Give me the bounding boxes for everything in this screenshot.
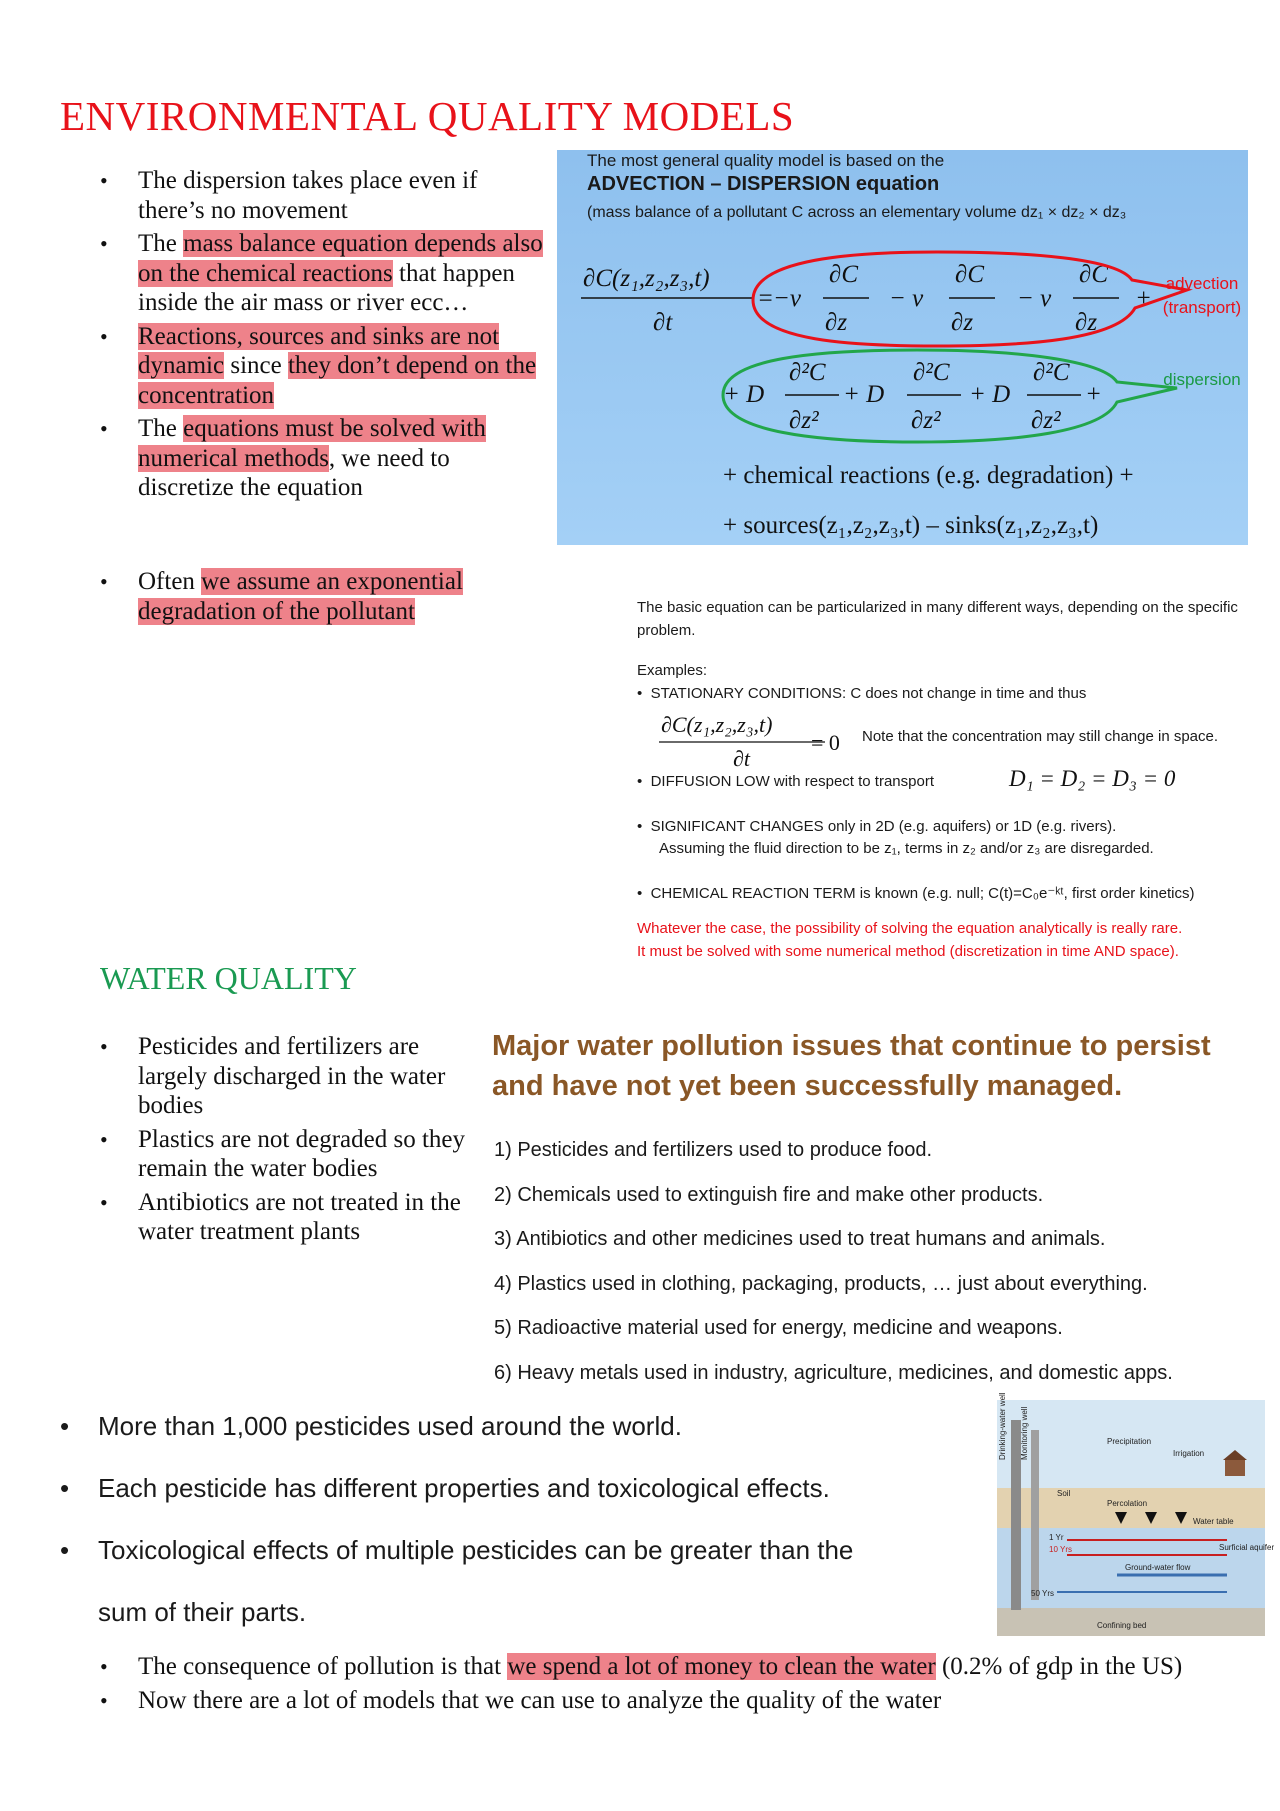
highlighted-text: Reactions, sources and sinks are not dynamic [138, 322, 500, 379]
svg-text:+ D: + D [969, 381, 1011, 408]
svg-text:∂z²: ∂z² [1031, 407, 1061, 434]
highlighted-text: mass balance equation depends also on the chemical reactions [138, 230, 543, 287]
pesticide-points [60, 1395, 853, 1643]
examples-heading: Examples: [637, 662, 708, 679]
stationary-item: • STATIONARY CONDITIONS: C does not change in time and thus [637, 685, 1087, 702]
drinking-well-label: Drinking-water well [998, 1392, 1007, 1460]
page-title: ENVIRONMENTAL QUALITY MODELS [60, 93, 795, 139]
note-item [100, 229, 550, 318]
diffusion-text: DIFFUSION LOW with respect to transport [650, 773, 934, 790]
highlighted-text: equations must be solved with numerical methods [138, 415, 486, 472]
equation-svg [557, 150, 1248, 545]
transport-label: (transport) [1162, 298, 1242, 317]
note-text: since [224, 352, 288, 379]
significant-text-1: SIGNIFICANT CHANGES only in 2D (e.g. aquifers) or 1D (e.g. rivers). [650, 818, 1117, 835]
note-item [100, 322, 550, 411]
issue-item: 2) Chemicals used to extinguish fire and make other products. [494, 1183, 1044, 1206]
svg-text:=: = [757, 285, 774, 312]
note-item [100, 1686, 1250, 1716]
note-text: The [138, 415, 184, 442]
warning-line-2: It must be solved with some numerical method (discretization in time AND space). [637, 943, 1179, 960]
svg-text:∂C(z₁,z₂,z₃,t): ∂C(z₁,z₂,z₃,t) [661, 712, 773, 737]
panel-line-2: ADVECTION – DISPERSION equation [587, 173, 940, 195]
water-note-item: • Pesticides and fertilizers are largely discharged in the water bodies [100, 1032, 480, 1121]
highlighted-text: we spend a lot of money to clean the water [507, 1653, 936, 1680]
issue-item: 6) Heavy metals used in industry, agriculture, medicines, and domestic apps. [494, 1361, 1173, 1384]
svg-text:−v: −v [773, 285, 801, 312]
svg-text:− v: − v [889, 285, 924, 312]
note-text: The dispersion takes place even if there’s no movement [138, 167, 478, 224]
closing-notes [100, 1652, 1250, 1719]
water-note-item: • Antibiotics are not treated in the water treatment plants [100, 1188, 480, 1247]
stationary-note: Note that the concentration may still change in space. [862, 728, 1219, 745]
chemical-item: • CHEMICAL REACTION TERM is known (e.g. null; C(t)=C₀e⁻ᵏᵗ, first order kinetics) [637, 885, 1195, 902]
groundwater-diagram [997, 1392, 1275, 1636]
issue-item: 1) Pesticides and fertilizers used to produce food. [494, 1139, 933, 1161]
water-table-label: Water table [1193, 1517, 1234, 1526]
issue-item: 4) Plastics used in clothing, packaging, products, … just about everything. [494, 1272, 1148, 1295]
panel-line-3: (mass balance of a pollutant C across an elementary volume dz₁ × dz₂ × dz₃ [587, 204, 1127, 221]
irrigation-label: Irrigation [1173, 1449, 1205, 1458]
svg-text:∂z: ∂z [1075, 309, 1098, 336]
significant-text-2: Assuming the fluid direction to be z₁, terms in z₂ and/or z₃ are disregarded. [659, 840, 1154, 857]
svg-text:∂²C: ∂²C [913, 359, 950, 386]
stationary-formula [655, 708, 855, 770]
svg-text:∂z: ∂z [825, 309, 848, 336]
water-quality-heading: WATER QUALITY [100, 960, 357, 996]
chemical-line: + chemical reactions (e.g. degradation) + [723, 462, 1134, 489]
chemical-text: CHEMICAL REACTION TERM is known (e.g. null; C(t)=C₀e⁻ᵏᵗ, first order kinetics) [650, 885, 1195, 902]
svg-text:+: + [1085, 381, 1102, 408]
lhs-denominator: ∂t [653, 309, 673, 336]
svg-text:− v: − v [1017, 285, 1052, 312]
note-text: Now there are a lot of models that we can use to analyze the quality of the water [138, 1686, 942, 1714]
diffusion-item: • DIFFUSION LOW with respect to transport [637, 773, 934, 790]
note-item [100, 1652, 1250, 1682]
pesticide-point: sum of their parts. [98, 1597, 307, 1627]
precipitation-label: Precipitation [1107, 1437, 1152, 1446]
significant-item: • SIGNIFICANT CHANGES only in 2D (e.g. aquifers) or 1D (e.g. rivers). [637, 818, 1117, 835]
water-note-item: • Plastics are not degraded so they remain the water bodies [100, 1125, 480, 1184]
major-issues-list [494, 1128, 1173, 1396]
pesticide-point: • Toxicological effects of multiple pesticides can be greater than the [60, 1519, 853, 1581]
svg-text:= 0: = 0 [811, 730, 840, 755]
svg-text:+ D: + D [723, 381, 765, 408]
issue-item: 5) Radioactive material used for energy, medicine and weapons. [494, 1317, 1063, 1340]
confining-bed-label: Confining bed [1097, 1621, 1147, 1630]
svg-text:∂z²: ∂z² [911, 407, 941, 434]
flow-label: Ground-water flow [1125, 1563, 1191, 1572]
yr1-label: 1 Yr [1049, 1533, 1064, 1542]
panel-line-1: The most general quality model is based on the [587, 151, 945, 170]
note-text: (0.2% of gdp in the US) [935, 1653, 1183, 1680]
note-text: Often [138, 568, 202, 595]
svg-text:∂C: ∂C [1079, 261, 1109, 288]
note-text: The consequence of pollution is that [138, 1653, 508, 1680]
note-item [100, 567, 550, 626]
svg-text:+: + [1135, 285, 1152, 312]
svg-text:∂t: ∂t [733, 746, 750, 771]
svg-text:∂z: ∂z [951, 309, 974, 336]
diffusion-formula [1005, 758, 1225, 798]
monitoring-well-label: Monitoring well [1020, 1406, 1029, 1460]
note-text: that happen inside the air mass or river ecc… [138, 259, 515, 316]
dispersion-label: dispersion [1163, 370, 1241, 389]
examples-intro: The basic equation can be particularized in many different ways, depending on the specific problem. [637, 599, 1238, 639]
major-issues-title: Major water pollution issues that continue to persist and have not yet been successfully managed. [492, 1030, 1211, 1102]
note-item [100, 166, 550, 225]
svg-text:∂C: ∂C [955, 261, 985, 288]
intro-note-exponential [100, 567, 550, 630]
water-notes [100, 1032, 480, 1251]
advection-dispersion-panel [557, 150, 1248, 545]
warning-line-1: Whatever the case, the possibility of solving the equation analytically is really rare. [637, 920, 1183, 937]
pesticide-point: • Each pesticide has different properties and toxicological effects. [60, 1457, 853, 1519]
note-item [100, 414, 550, 503]
percolation-label: Percolation [1107, 1499, 1148, 1508]
highlighted-text: we assume an exponential degradation of the pollutant [138, 568, 463, 625]
surficial-label: Surficial aquifer [1219, 1543, 1275, 1552]
svg-text:∂²C: ∂²C [1033, 359, 1070, 386]
svg-text:∂z²: ∂z² [789, 407, 819, 434]
stationary-text: STATIONARY CONDITIONS: C does not change in time and thus [650, 685, 1087, 702]
yr10-label: 10 Yrs [1049, 1545, 1072, 1554]
advection-label: advection [1165, 274, 1239, 293]
intro-notes [100, 166, 550, 507]
note-text: The [138, 230, 184, 257]
svg-text:∂²C: ∂²C [789, 359, 826, 386]
sources-line: + sources(z₁,z₂,z₃,t) – sinks(z₁,z₂,z₃,t) [723, 512, 1099, 539]
issue-item: 3) Antibiotics and other medicines used to treat humans and animals. [494, 1228, 1106, 1251]
svg-text:D₁ = D₂ = D₃ = 0: D₁ = D₂ = D₃ = 0 [1009, 766, 1176, 791]
monitoring-well-shape [1031, 1430, 1039, 1600]
note-text: , we need to discretize the equation [138, 444, 450, 501]
yr50-label: 50 Yrs [1031, 1589, 1054, 1598]
highlighted-text: they don’t depend on the concentration [138, 352, 537, 409]
svg-text:+ D: + D [843, 381, 885, 408]
lhs-numerator: ∂C(z₁,z₂,z₃,t) [583, 265, 710, 292]
pesticide-point: • More than 1,000 pesticides used around the world. [60, 1395, 853, 1457]
soil-label: Soil [1057, 1489, 1071, 1498]
svg-text:∂C: ∂C [829, 261, 859, 288]
